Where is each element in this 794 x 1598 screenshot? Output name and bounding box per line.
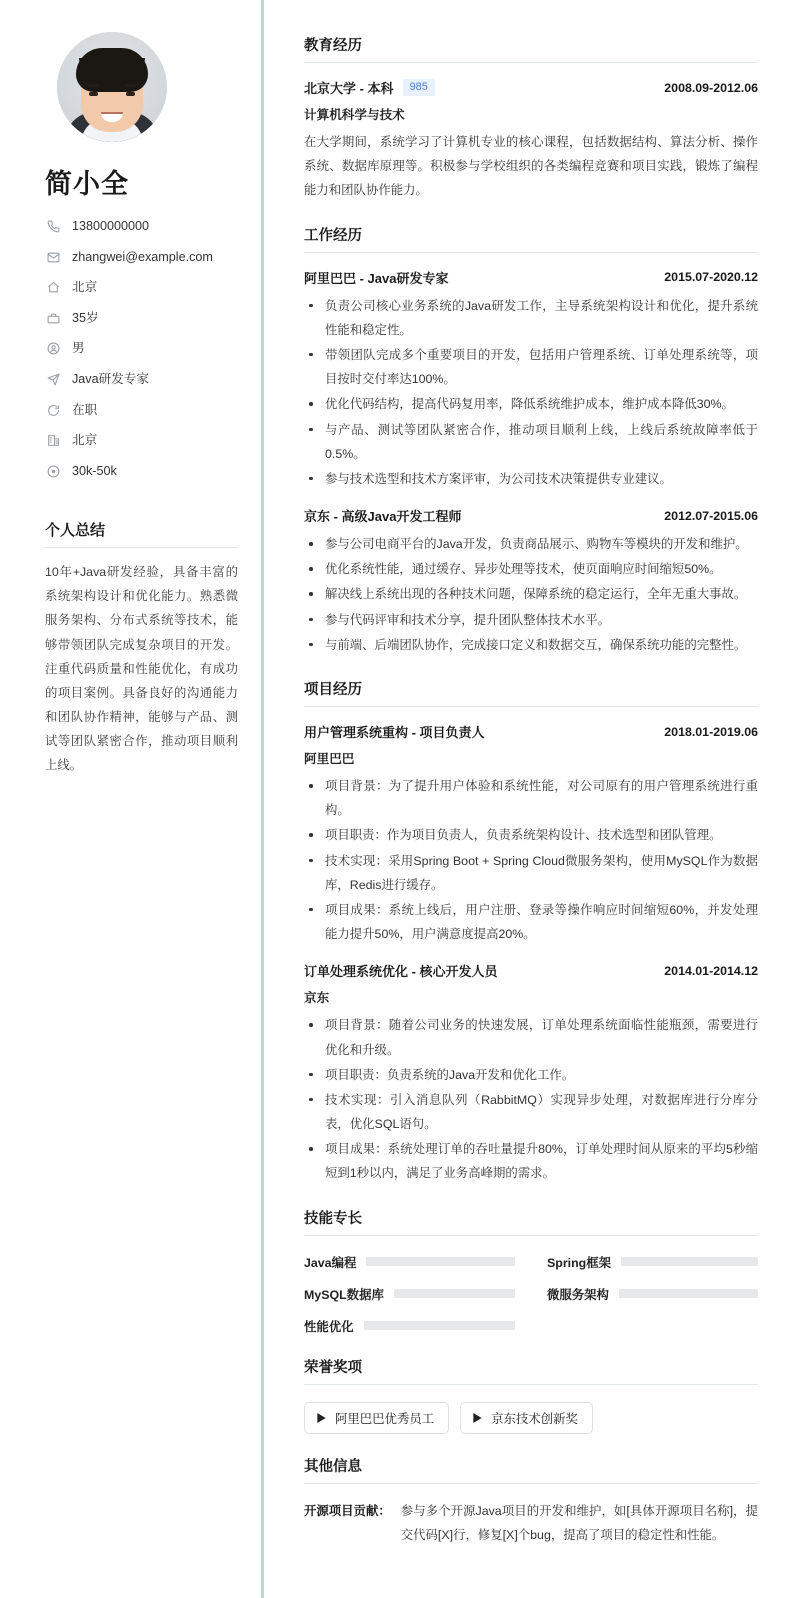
education-entry xyxy=(304,78,758,203)
list-item: 项目成果：系统上线后，用户注册、登录等操作响应时间缩短60%，并发处理能力提升50%，用户满意度提高20%。 xyxy=(304,898,758,946)
skill-grid xyxy=(304,1251,758,1335)
other-info-section xyxy=(304,1455,758,1547)
contact-item-location xyxy=(45,280,238,295)
phone-icon xyxy=(45,220,61,233)
skill-progress-track xyxy=(394,1289,515,1298)
skill-progress-track xyxy=(366,1257,515,1266)
work-date: 2012.07-2015.06 xyxy=(664,508,758,523)
contact-list xyxy=(45,219,238,479)
honor-chip-jd[interactable] xyxy=(460,1402,593,1434)
list-item: 参与代码评审和技术分享，提升团队整体技术水平。 xyxy=(304,608,758,632)
contact-value: 男 xyxy=(72,341,85,356)
building-icon xyxy=(45,434,61,447)
list-item: 优化系统性能，通过缓存、异步处理等技术，使页面响应时间缩短50%。 xyxy=(304,557,758,581)
project-company: 阿里巴巴 xyxy=(304,752,355,766)
list-item: 与前端、后端团队协作，完成接口定义和数据交互，确保系统功能的完整性。 xyxy=(304,633,758,657)
skill-progress-track xyxy=(364,1321,515,1330)
project-bullets xyxy=(304,1013,758,1185)
education-school: 北京大学 - 本科 xyxy=(304,81,394,96)
summary-text: 10年+Java研发经验，具备丰富的系统架构设计和优化能力。熟悉微服务架构、分布式系统等技术，能够带领团队完成复杂项目的开发。注重代码质量和性能优化，有成功的项目案例。具备良好的沟通能力和团队协作精神，能够与产品、测试等团队紧密合作，推动项目顺利上线。 xyxy=(45,564,238,773)
education-section xyxy=(304,34,758,203)
skills-section xyxy=(304,1207,758,1335)
summary-title: 个人总结 xyxy=(45,519,238,548)
list-item: 项目成果：系统处理订单的吞吐量提升80%，订单处理时间从原来的平均5秒缩短到1秒以内，满足了业务高峰期的需求。 xyxy=(304,1137,758,1185)
project-name: 订单处理系统优化 - 核心开发人员 xyxy=(304,964,498,980)
work-company: 阿里巴巴 - Java研发专家 xyxy=(304,270,449,286)
skill-row-mysql xyxy=(304,1285,515,1303)
projects-section xyxy=(304,678,758,1186)
honors-section xyxy=(304,1356,758,1434)
work-company: 京东 - 高级Java开发工程师 xyxy=(304,509,462,525)
work-date: 2015.07-2020.12 xyxy=(664,270,758,285)
list-item: 项目背景：为了提升用户体验和系统性能，对公司原有的用户管理系统进行重构。 xyxy=(304,774,758,822)
list-item: 技术实现：采用Spring Boot + Spring Cloud微服务架构，使用MySQL作为数据库，Redis进行缓存。 xyxy=(304,849,758,897)
list-item: 参与公司电商平台的Java开发，负责商品展示、购物车等模块的开发和维护。 xyxy=(304,532,758,556)
project-entry xyxy=(304,722,758,946)
section-title-education: 教育经历 xyxy=(304,34,758,63)
list-item: 优化代码结构，提高代码复用率，降低系统维护成本，维护成本降低30%。 xyxy=(304,392,758,416)
honor-label: 阿里巴巴优秀员工 xyxy=(335,1411,435,1426)
briefcase-icon xyxy=(45,312,61,325)
user-circle-icon xyxy=(45,342,61,355)
list-item: 参与技术选型和技术方案评审，为公司技术决策提供专业建议。 xyxy=(304,467,758,491)
section-title-honors: 荣誉奖项 xyxy=(304,1356,758,1385)
skill-row-spring xyxy=(547,1253,758,1271)
contact-item-phone xyxy=(45,219,238,234)
envelope-icon xyxy=(45,251,61,264)
skill-label: Spring框架 xyxy=(547,1255,612,1270)
skill-row-microservice xyxy=(547,1285,758,1303)
education-major: 计算机科学与技术 xyxy=(304,108,405,122)
contact-value: 在职 xyxy=(72,402,98,417)
work-bullets xyxy=(304,294,758,492)
refresh-icon xyxy=(45,404,61,417)
section-title-skills: 技能专长 xyxy=(304,1207,758,1236)
entry-head xyxy=(304,722,758,741)
contact-item-position xyxy=(45,372,238,387)
honor-chip-alibaba[interactable] xyxy=(304,1402,449,1434)
section-title-work: 工作经历 xyxy=(304,224,758,253)
entry-head xyxy=(304,78,758,97)
list-item: 项目职责：负责系统的Java开发和优化工作。 xyxy=(304,1063,758,1087)
summary-section xyxy=(45,519,238,778)
avatar xyxy=(57,32,167,142)
contact-value: 北京 xyxy=(72,280,98,295)
contact-value: 13800000000 xyxy=(72,219,150,233)
main-content xyxy=(264,0,794,1598)
contact-value: Java研发专家 xyxy=(72,372,149,387)
contact-item-salary xyxy=(45,464,238,479)
skill-row-performance xyxy=(304,1317,515,1335)
work-bullets xyxy=(304,532,758,657)
skill-progress-track xyxy=(621,1257,758,1266)
contact-item-city xyxy=(45,433,238,448)
paper-plane-icon xyxy=(45,373,61,386)
list-item: 项目背景：随着公司业务的快速发展，订单处理系统面临性能瓶颈，需要进行优化和升级。 xyxy=(304,1013,758,1061)
contact-item-status xyxy=(45,403,238,418)
contact-value: 北京 xyxy=(72,433,98,448)
education-school-line xyxy=(304,78,435,97)
skill-label: 性能优化 xyxy=(304,1319,354,1334)
contact-value: 35岁 xyxy=(72,310,99,325)
list-item: 技术实现：引入消息队列（RabbitMQ）实现异步处理，对数据库进行分库分表，优化SQL语句。 xyxy=(304,1088,758,1136)
entry-head xyxy=(304,961,758,980)
project-name: 用户管理系统重构 - 项目负责人 xyxy=(304,725,485,740)
contact-item-gender xyxy=(45,341,238,356)
contact-value: 30k-50k xyxy=(72,463,117,478)
list-item: 项目职责：作为项目负责人，负责系统架构设计、技术选型和团队管理。 xyxy=(304,823,758,847)
portrait-photo xyxy=(57,32,167,142)
work-section xyxy=(304,224,758,657)
coin-icon xyxy=(45,465,61,478)
contact-item-age xyxy=(45,311,238,326)
skill-label: 微服务架构 xyxy=(547,1287,609,1302)
candidate-name: 简小全 xyxy=(45,169,129,199)
contact-value: zhangwei@example.com xyxy=(72,249,213,264)
other-info-label: 开源项目贡献： xyxy=(304,1503,391,1518)
skill-label: MySQL数据库 xyxy=(304,1287,384,1302)
section-title-other: 其他信息 xyxy=(304,1455,758,1484)
contact-item-email xyxy=(45,250,238,265)
play-triangle-icon xyxy=(473,1413,482,1423)
project-entry xyxy=(304,961,758,1185)
list-item: 带领团队完成多个重要项目的开发，包括用户管理系统、订单处理系统等，项目按时交付率达100%。 xyxy=(304,343,758,391)
skill-label: Java编程 xyxy=(304,1255,357,1270)
skill-progress-track xyxy=(619,1289,758,1298)
honors-chip-list xyxy=(304,1400,758,1434)
education-date: 2008.09-2012.06 xyxy=(664,80,758,95)
project-date: 2018.01-2019.06 xyxy=(664,724,758,739)
project-company: 京东 xyxy=(304,991,330,1006)
education-description: 在大学期间，系统学习了计算机专业的核心课程，包括数据结构、算法分析、操作系统、数据库原理等。积极参与学校组织的各类编程竞赛和项目实践，锻炼了编程能力和团队协作能力。 xyxy=(304,135,758,198)
home-icon xyxy=(45,281,61,294)
sidebar xyxy=(0,0,264,1598)
project-date: 2014.01-2014.12 xyxy=(664,963,758,978)
skill-row-java xyxy=(304,1253,515,1271)
project-bullets xyxy=(304,774,758,946)
work-entry xyxy=(304,268,758,492)
other-info-row xyxy=(304,1499,758,1547)
list-item: 负责公司核心业务系统的Java研发工作，主导系统架构设计和优化，提升系统性能和稳定性。 xyxy=(304,294,758,342)
entry-head xyxy=(304,506,758,525)
other-info-value: 参与多个开源Java项目的开发和维护，如[具体开源项目名称]，提交代码[X]行，修复[X]个bug，提高了项目的稳定性和性能。 xyxy=(400,1503,758,1542)
entry-head xyxy=(304,268,758,287)
education-tag-985: 985 xyxy=(403,79,435,97)
play-triangle-icon xyxy=(317,1413,326,1423)
section-title-projects: 项目经历 xyxy=(304,678,758,707)
work-entry xyxy=(304,506,758,657)
honor-label: 京东技术创新奖 xyxy=(491,1411,578,1426)
list-item: 与产品、测试等团队紧密合作，推动项目顺利上线，上线后系统故障率低于0.5%。 xyxy=(304,418,758,466)
list-item: 解决线上系统出现的各种技术问题，保障系统的稳定运行，全年无重大事故。 xyxy=(304,582,758,606)
